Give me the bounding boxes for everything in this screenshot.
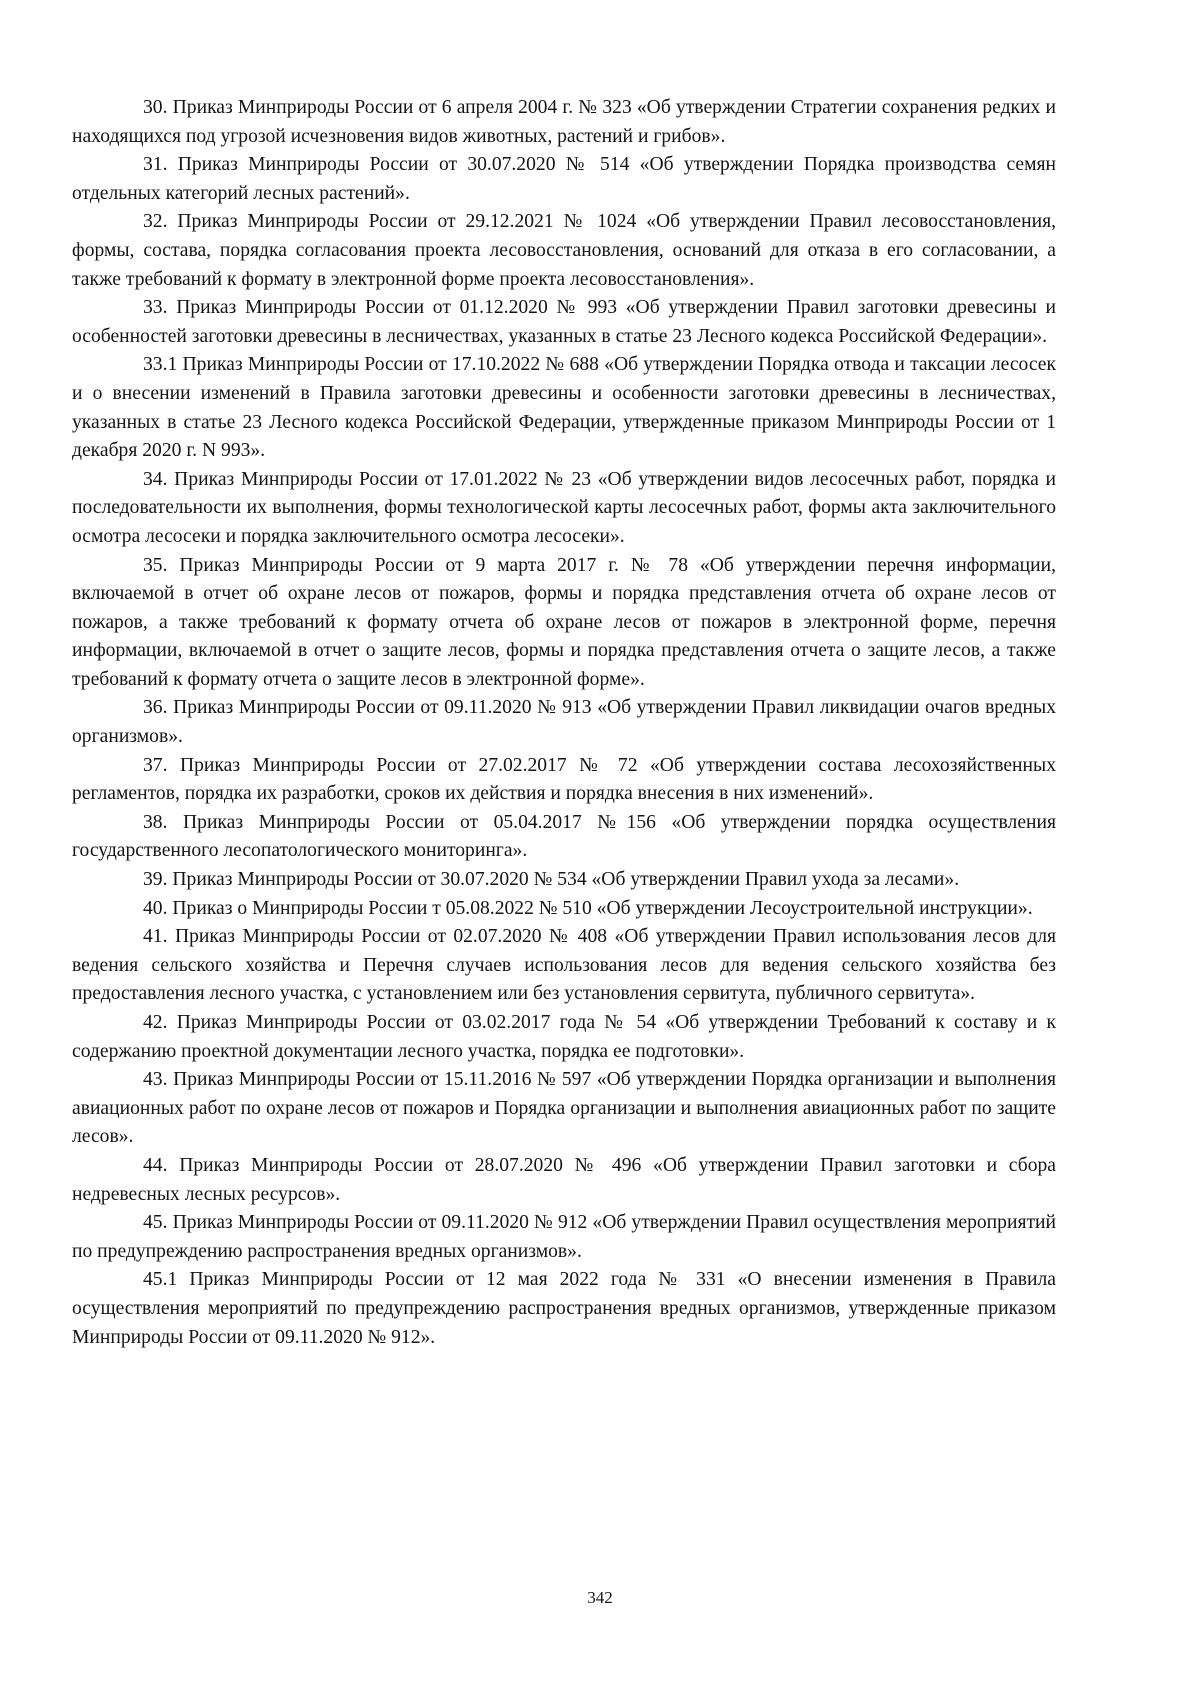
list-item: 33. Приказ Минприроды России от 01.12.2020 № 993 «Об утверждении Правил заготовки древесины и особенностей заготовки древесины в лесничествах, указанных в статье 23 Лесного кодекса Российской Федерации». bbox=[72, 297, 1056, 347]
list-item: 45.1 Приказ Минприроды России от 12 мая 2022 года № 331 «О внесении изменения в Правила осуществления мероприятий по предупреждению распространения вредных организмов, утвержденные приказом Минприроды России от 09.11.2020 № 912». bbox=[72, 1269, 1056, 1348]
list-item: 43. Приказ Минприроды России от 15.11.2016 № 597 «Об утверждении Порядка организации и выполнения авиационных работ по охране лесов от пожаров и Порядка организации и выполнения авиационных работ по защите лесов». bbox=[72, 1069, 1056, 1148]
document-body bbox=[72, 94, 1056, 1352]
list-item: 37. Приказ Минприроды России от 27.02.2017 № 72 «Об утверждении состава лесохозяйственных регламентов, порядка их разработки, сроков их действия и порядка внесения в них изменений». bbox=[72, 754, 1056, 805]
list-item: 39. Приказ Минприроды России от 30.07.2020 № 534 «Об утверждении Правил ухода за лесами». bbox=[143, 869, 960, 891]
page-number: 342 bbox=[587, 1588, 613, 1607]
list-item: 42. Приказ Минприроды России от 03.02.2017 года № 54 «Об утверждении Требований к составу и к содержанию проектной документации лесного участка, порядка ее подготовки». bbox=[72, 1012, 1056, 1062]
list-item: 45. Приказ Минприроды России от 09.11.2020 № 912 «Об утверждении Правил осуществления мероприятий по предупреждению распространения вредных организмов». bbox=[72, 1212, 1056, 1262]
list-item: 30. Приказ Минприроды России от 6 апреля 2004 г. № 323 «Об утверждении Стратегии сохранения редких и находящихся под угрозой исчезновения видов животных, растений и грибов». bbox=[72, 97, 1056, 147]
list-item: 32. Приказ Минприроды России от 29.12.2021 № 1024 «Об утверждении Правил лесовосстановления, формы, состава, порядка согласования проекта лесовосстановления, оснований для отказа в его согласовании, а также требований к формату в электронной форме проекта лесовосстановления». bbox=[72, 211, 1056, 290]
list-item: 34. Приказ Минприроды России от 17.01.2022 № 23 «Об утверждении видов лесосечных работ, порядка и последовательности их выполнения, формы технологической карты лесосечных работ, формы акта заключительного осмотра лесосеки и порядка заключительного осмотра лесосеки». bbox=[72, 468, 1056, 547]
list-item: 36. Приказ Минприроды России от 09.11.2020 № 913 «Об утверждении Правил ликвидации очагов вредных организмов». bbox=[72, 697, 1056, 748]
list-item: 44. Приказ Минприроды России от 28.07.2020 № 496 «Об утверждении Правил заготовки и сбора недревесных лесных ресурсов». bbox=[72, 1154, 1056, 1205]
list-item: 31. Приказ Минприроды России от 30.07.2020 № 514 «Об утверждении Порядка производства семян отдельных категорий лесных растений». bbox=[72, 154, 1056, 204]
list-item: 41. Приказ Минприроды России от 02.07.2020 № 408 «Об утверждении Правил использования лесов для ведения сельского хозяйства и Перечня случаев использования лесов для ведения сельского хозяйства без предоставления лесного участка, с установлением или без установления сервитута, публичного сервитута». bbox=[72, 926, 1056, 1005]
list-item: 33.1 Приказ Минприроды России от 17.10.2022 № 688 «Об утверждении Порядка отвода и таксации лесосек и о внесении изменений в Правила заготовки древесины и особенности заготовки древесины в лесничествах, указанных в статье 23 Лесного кодекса Российской Федерации, утвержденные приказом Минприроды России от 1 декабря 2020 г. N 993». bbox=[72, 354, 1056, 462]
list-item: 35. Приказ Минприроды России от 9 марта 2017 г. № 78 «Об утверждении перечня информации, включаемой в отчет об охране лесов от пожаров, формы и порядка представления отчета об охране лесов от пожаров, а также требований к формату отчета об охране лесов от пожаров в электронной форме, перечня информации, включаемой в отчет о защите лесов, формы и порядка представления отчета о защите лесов, а также требований к формату отчета о защите лесов в электронной форме». bbox=[72, 554, 1056, 690]
list-item: 40. Приказ о Минприроды России т 05.08.2022 № 510 «Об утверждении Лесоустроительной инструкции». bbox=[143, 897, 1033, 919]
list-item: 38. Приказ Минприроды России от 05.04.2017 №156 «Об утверждении порядка осуществления государственного лесопатологического мониторинга». bbox=[72, 811, 1056, 862]
